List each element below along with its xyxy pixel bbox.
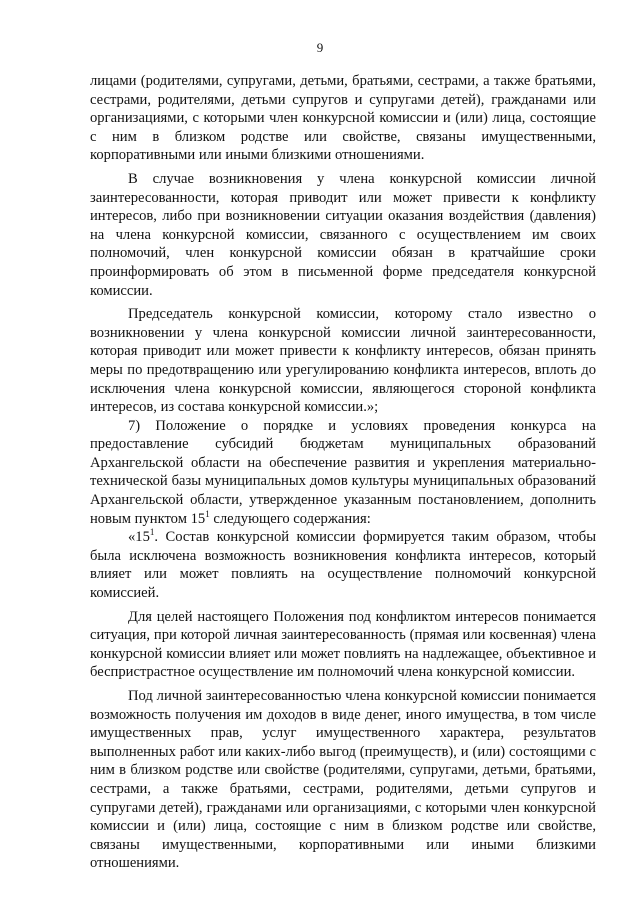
- item-7-superscript: 1: [205, 508, 210, 519]
- p15-1-superscript: 1: [149, 527, 155, 538]
- p15-1-text: . Состав конкурсной комиссии формируется таким образом, чтобы была исключена возможность возникновения конфликта интересов, который влияет или может повлиять на осуществление полномочий конкурсной комиссией.: [90, 529, 596, 602]
- paragraph-chairman-measures: Председатель конкурсной комиссии, которому стало известно о возникновении у члена конкурсной комиссии личной заинтересованности, которая приводит или может привести к конфликту интересов, обязан принять меры по предотвращению или урегулированию конфликта интересов, вплоть до исключения члена конкурсной комиссии, являющегося стороной конфликта интересов, из состава конкурсной комиссии.»;: [90, 306, 596, 416]
- p15-1-label: «15: [128, 529, 150, 546]
- paragraph-15-1: [90, 528, 596, 602]
- paragraph-conflict-definition: Для целей настоящего Положения под конфликтом интересов понимается ситуация, при которой личная заинтересованность (прямая или косвенная) члена конкурсной комиссии влияет или может повлиять на надлежащее, объективное и беспристрастное осуществление им полномочий члена конкурсной комиссии.: [90, 608, 596, 681]
- paragraph-conflict-notification: В случае возникновения у члена конкурсной комиссии личной заинтересованности, которая приводит или может привести к конфликту интересов, либо при возникновении ситуации оказания воздействия (давления) на члена конкурсной комиссии, связанного с осуществлением им своих полномочий, член конкурсной комиссии обязан в кратчайшие сроки проинформировать об этом в письменной форме председателя конкурсной комиссии.: [90, 170, 596, 299]
- item-7-text: 7) Положение о порядке и условиях проведения конкурса на предоставление субсидий бюджетам муниципальных образований Архангельской области на обеспечение развития и укрепления материально-технической базы муниципальных домов культуры муниципальных образований Архангельской области, утвержденное указанным постановлением, дополнить новым пунктом 15: [90, 417, 596, 527]
- page-number: 9: [316, 40, 324, 55]
- paragraph-personal-interest-definition: Под личной заинтересованностью члена конкурсной комиссии понимается возможность получения им доходов в виде денег, иного имущества, в том числе имущественных прав, услуг имущественного характера, результатов выполненных работ или каких-либо выгод (преимуществ), и (или) состоящими с ним в близком родстве или свойстве (родителями, супругами, детьми, братьями, сестрами, а также братьями, сестрами, родителями, детьми супругов и супругами детей), гражданами или организациями, с которыми член конкурсной комиссии и (или) лица, состоящие с ним в близком родстве или свойстве, связаны имущественными, корпоративными или иными близкими отношениями.: [90, 688, 596, 872]
- document-body: [90, 72, 596, 873]
- item-7-text-end: следующего содержания:: [209, 510, 371, 527]
- paragraph-continuation: лицами (родителями, супругами, детьми, братьями, сестрами, а также братьями, сестрами, родителями, детьми супругов и супругами детей), гражданами или организациями, с которыми член конкурсной комиссии и (или) лица, состоящие с ним в близком родстве или свойстве, связаны имущественными, корпоративными или иными близкими отношениями.: [90, 73, 596, 164]
- paragraph-item-7: [90, 417, 596, 529]
